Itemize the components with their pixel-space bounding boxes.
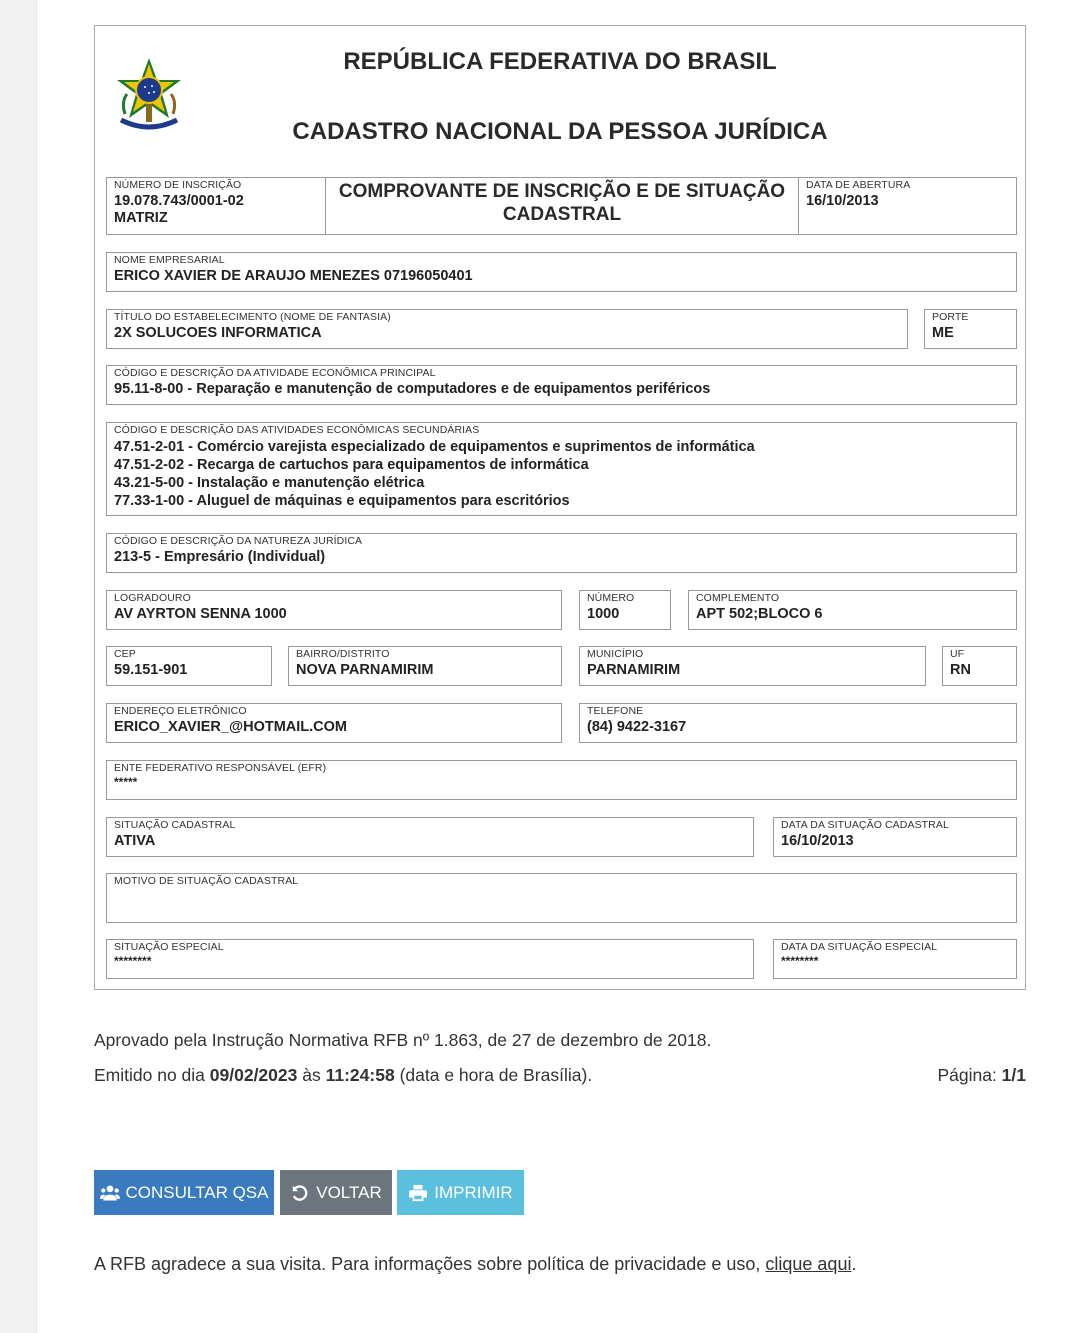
situacao-especial-label: SITUAÇÃO ESPECIAL bbox=[114, 941, 224, 953]
cep-box bbox=[106, 646, 272, 686]
data-situacao-especial-label: DATA DA SITUAÇÃO ESPECIAL bbox=[781, 941, 938, 953]
bairro-label: BAIRRO/DISTRITO bbox=[296, 648, 390, 660]
municipio-label: MUNICÍPIO bbox=[587, 648, 644, 660]
nome-empresarial-box bbox=[106, 252, 1017, 292]
natureza-juridica-box bbox=[106, 533, 1017, 573]
atividade-principal-box bbox=[106, 365, 1017, 405]
situacao-label: SITUAÇÃO CADASTRAL bbox=[114, 819, 236, 831]
abertura-label: DATA DE ABERTURA bbox=[806, 179, 911, 191]
telefone-value: (84) 9422-3167 bbox=[587, 719, 687, 735]
inscricao-label: NÚMERO DE INSCRIÇÃO bbox=[114, 179, 242, 191]
natureza-juridica-label: CÓDIGO E DESCRIÇÃO DA NATUREZA JURÍDICA bbox=[114, 535, 363, 547]
consultar-qsa-button[interactable] bbox=[94, 1170, 274, 1215]
logradouro-box bbox=[106, 590, 562, 630]
comprovante-title-line1: COMPROVANTE DE INSCRIÇÃO E DE SITUAÇÃO bbox=[338, 181, 786, 202]
efr-box bbox=[106, 760, 1017, 800]
cep-label: CEP bbox=[114, 648, 136, 660]
bairro-value: NOVA PARNAMIRIM bbox=[296, 662, 434, 678]
brazil-coat-of-arms-icon bbox=[111, 56, 187, 138]
cep-value: 59.151-901 bbox=[114, 662, 188, 678]
atividade-secundaria-item: 43.21-5-00 - Instalação e manutenção elétrica bbox=[114, 475, 425, 491]
data-situacao-value: 16/10/2013 bbox=[781, 833, 854, 849]
municipio-value: PARNAMIRIM bbox=[587, 662, 681, 678]
atividade-principal-value: 95.11-8-00 - Reparação e manutenção de computadores e de equipamentos periféricos bbox=[114, 381, 711, 397]
abertura-value: 16/10/2013 bbox=[806, 193, 879, 209]
thanks-end: . bbox=[851, 1254, 857, 1274]
atividades-secundarias-box bbox=[106, 422, 1017, 516]
inscricao-number: 19.078.743/0001-02 bbox=[114, 193, 244, 209]
republic-title: REPÚBLICA FEDERATIVA DO BRASIL bbox=[343, 48, 777, 75]
comprovante-box bbox=[325, 177, 799, 235]
consultar-qsa-label: CONSULTAR QSA bbox=[125, 1182, 269, 1202]
porte-label: PORTE bbox=[932, 311, 969, 323]
emission-time: 11:24:58 bbox=[325, 1065, 395, 1085]
atividade-secundaria-item: 47.51-2-02 - Recarga de cartuchos para equipamentos de informática bbox=[114, 457, 589, 473]
email-value: ERICO_XAVIER_@HOTMAIL.COM bbox=[114, 719, 347, 735]
atividades-secundarias-label: CÓDIGO E DESCRIÇÃO DAS ATIVIDADES ECONÔMICAS SECUNDÁRIAS bbox=[114, 424, 480, 436]
atividade-secundaria-item: 77.33-1-00 - Aluguel de máquinas e equipamentos para escritórios bbox=[114, 493, 570, 509]
data-situacao-especial-value: ******** bbox=[781, 954, 819, 968]
logradouro-label: LOGRADOURO bbox=[114, 592, 191, 604]
complemento-box bbox=[688, 590, 1017, 630]
undo-icon bbox=[290, 1184, 310, 1202]
left-margin bbox=[0, 0, 37, 1333]
porte-value: ME bbox=[932, 325, 954, 341]
inscricao-type: MATRIZ bbox=[114, 210, 168, 226]
porte-box bbox=[924, 309, 1017, 349]
printer-icon bbox=[408, 1184, 428, 1202]
situacao-box bbox=[106, 817, 754, 857]
motivo-label: MOTIVO DE SITUAÇÃO CADASTRAL bbox=[114, 875, 299, 887]
emission-as: às bbox=[302, 1065, 321, 1085]
uf-box bbox=[942, 646, 1017, 686]
telefone-box bbox=[579, 703, 1017, 743]
complemento-label: COMPLEMENTO bbox=[696, 592, 780, 604]
imprimir-label: IMPRIMIR bbox=[434, 1182, 513, 1202]
situacao-value: ATIVA bbox=[114, 833, 156, 849]
bairro-box bbox=[288, 646, 562, 686]
natureza-juridica-value: 213-5 - Empresário (Individual) bbox=[114, 549, 326, 565]
abertura-box bbox=[798, 177, 1017, 235]
cnpj-document bbox=[94, 25, 1026, 990]
data-situacao-box bbox=[773, 817, 1017, 857]
emission-prefix: Emitido no dia bbox=[94, 1065, 205, 1085]
logradouro-value: AV AYRTON SENNA 1000 bbox=[114, 606, 287, 622]
privacy-link[interactable]: clique aqui bbox=[765, 1254, 852, 1274]
page-value: 1/1 bbox=[1001, 1065, 1026, 1085]
efr-value: ***** bbox=[114, 775, 138, 789]
motivo-box bbox=[106, 873, 1017, 923]
nome-empresarial-label: NOME EMPRESARIAL bbox=[114, 254, 225, 266]
data-situacao-label: DATA DA SITUAÇÃO CADASTRAL bbox=[781, 819, 949, 831]
numero-box bbox=[579, 590, 671, 630]
complemento-value: APT 502;BLOCO 6 bbox=[696, 606, 823, 622]
cnpj-title: CADASTRO NACIONAL DA PESSOA JURÍDICA bbox=[292, 118, 828, 145]
emission-suffix: (data e hora de Brasília). bbox=[399, 1065, 593, 1085]
titulo-value: 2X SOLUCOES INFORMATICA bbox=[114, 325, 322, 341]
emission-note bbox=[94, 1065, 592, 1086]
uf-value: RN bbox=[950, 662, 971, 678]
efr-label: ENTE FEDERATIVO RESPONSÁVEL (EFR) bbox=[114, 762, 327, 774]
thanks-note bbox=[94, 1254, 856, 1275]
voltar-label: VOLTAR bbox=[316, 1182, 382, 1202]
approval-note: Aprovado pela Instrução Normativa RFB nº 1.863, de 27 de dezembro de 2018. bbox=[94, 1030, 712, 1050]
numero-label: NÚMERO bbox=[587, 592, 635, 604]
email-label: ENDEREÇO ELETRÔNICO bbox=[114, 705, 247, 717]
nome-empresarial-value: ERICO XAVIER DE ARAUJO MENEZES 07196050401 bbox=[114, 268, 473, 284]
users-icon bbox=[100, 1184, 120, 1202]
page-indicator bbox=[937, 1065, 1026, 1086]
data-situacao-especial-box bbox=[773, 939, 1017, 979]
titulo-label: TÍTULO DO ESTABELECIMENTO (NOME DE FANTASIA) bbox=[114, 311, 391, 323]
page-label: Página: bbox=[937, 1065, 997, 1085]
numero-value: 1000 bbox=[587, 606, 620, 622]
situacao-especial-box bbox=[106, 939, 754, 979]
atividade-secundaria-item: 47.51-2-01 - Comércio varejista especializado de equipamentos e suprimentos de informática bbox=[114, 439, 755, 455]
imprimir-button[interactable] bbox=[397, 1170, 524, 1215]
thanks-text: A RFB agradece a sua visita. Para informações sobre política de privacidade e uso, bbox=[94, 1254, 761, 1274]
emission-date: 09/02/2023 bbox=[209, 1065, 298, 1085]
situacao-especial-value: ******** bbox=[114, 954, 152, 968]
comprovante-title-line2: CADASTRAL bbox=[502, 204, 622, 225]
voltar-button[interactable] bbox=[280, 1170, 392, 1215]
email-box bbox=[106, 703, 562, 743]
titulo-box bbox=[106, 309, 908, 349]
atividade-principal-label: CÓDIGO E DESCRIÇÃO DA ATIVIDADE ECONÔMICA PRINCIPAL bbox=[114, 367, 436, 379]
municipio-box bbox=[579, 646, 926, 686]
telefone-label: TELEFONE bbox=[587, 705, 644, 717]
inscricao-box bbox=[106, 177, 326, 235]
uf-label: UF bbox=[950, 648, 965, 660]
